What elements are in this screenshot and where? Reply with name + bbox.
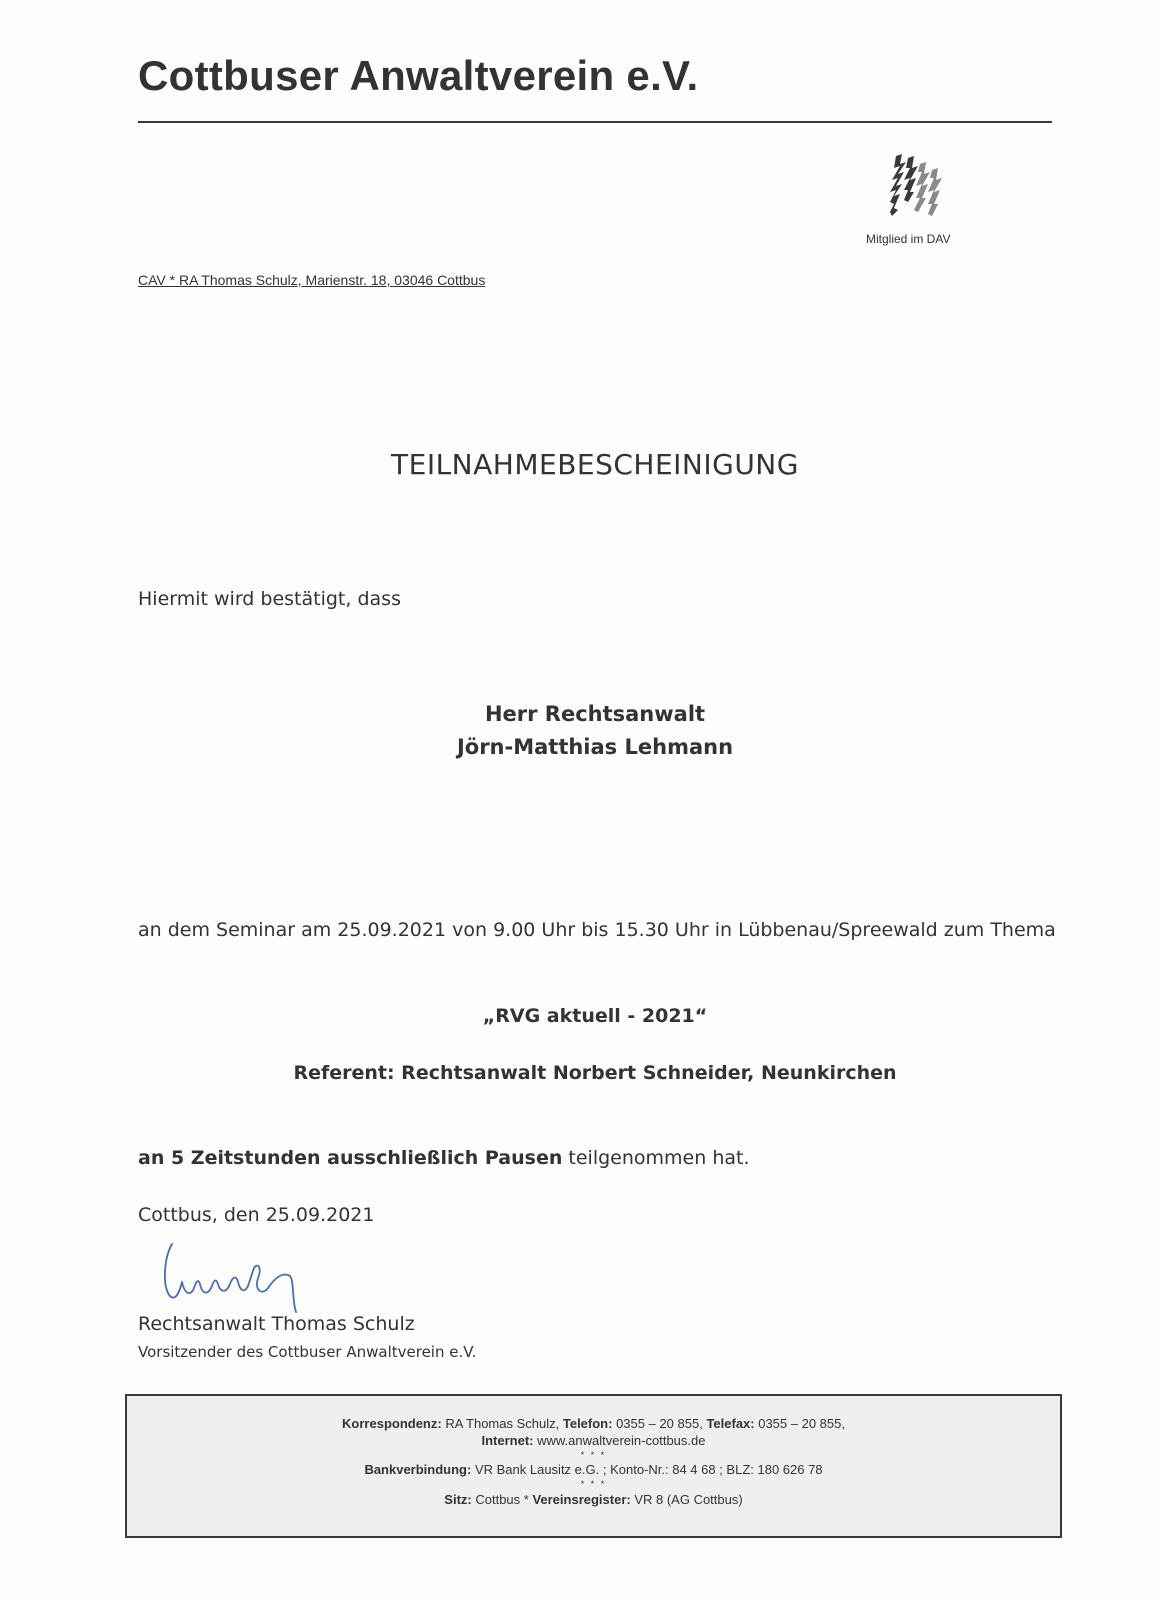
organization-name: Cottbuser Anwaltverein e.V. <box>138 52 699 99</box>
footer-internet <box>127 1433 1060 1448</box>
attendance-rest: teilgenommen hat. <box>562 1147 750 1169</box>
phone-label: Telefon: <box>562 1416 613 1431</box>
correspondence-value: RA Thomas Schulz, <box>441 1416 563 1431</box>
dav-membership-caption: Mitglied im DAV <box>866 232 951 246</box>
seat-label: Sitz: <box>444 1492 472 1507</box>
intro-text: Hiermit wird bestätigt, dass <box>138 588 401 610</box>
footer-bank <box>127 1462 1060 1477</box>
correspondence-label: Korrespondenz: <box>342 1416 442 1431</box>
fax-label: Telefax: <box>706 1416 755 1431</box>
attendance-statement <box>138 1147 750 1169</box>
seminar-topic: „RVG aktuell - 2021“ <box>482 1005 708 1027</box>
handwritten-signature <box>158 1238 318 1313</box>
fax-value: 0355 – 20 855, <box>754 1416 845 1431</box>
recipient-title: Herr Rechtsanwalt <box>484 702 706 726</box>
seminar-speaker: Referent: Rechtsanwalt Norbert Schneider, Neunkirchen <box>293 1062 897 1084</box>
place-and-date: Cottbus, den 25.09.2021 <box>138 1204 375 1226</box>
attendance-hours: an 5 Zeitstunden ausschließlich Pausen <box>138 1147 563 1169</box>
registry-value: VR 8 (AG Cottbus) <box>630 1492 743 1507</box>
signer-name: Rechtsanwalt Thomas Schulz <box>138 1313 415 1335</box>
internet-label: Internet: <box>481 1433 534 1448</box>
footer-registry <box>127 1492 1060 1507</box>
sender-address-line: CAV * RA Thomas Schulz, Marienstr. 18, 03046 Cottbus <box>138 272 486 288</box>
footer-separator-2: * * * <box>580 1479 607 1489</box>
internet-value: www.anwaltverein-cottbus.de <box>533 1433 706 1448</box>
footer-correspondence <box>127 1416 1060 1431</box>
footer-separator: * * * <box>580 1450 607 1460</box>
seat-value: Cottbus * <box>471 1492 533 1507</box>
dav-logo-icon <box>888 150 948 222</box>
bank-label: Bankverbindung: <box>364 1462 472 1477</box>
registry-label: Vereinsregister: <box>532 1492 631 1507</box>
bank-value: VR Bank Lausitz e.G. ; Konto-Nr.: 84 4 68 ; BLZ: 180 626 78 <box>471 1462 823 1477</box>
footer-contact-box <box>125 1394 1062 1538</box>
signer-role: Vorsitzender des Cottbuser Anwaltverein e.V. <box>138 1343 477 1361</box>
recipient-name: Jörn-Matthias Lehmann <box>456 735 734 759</box>
header-divider <box>138 121 1052 123</box>
phone-value: 0355 – 20 855, <box>612 1416 707 1431</box>
document-title: TEILNAHMEBESCHEINIGUNG <box>391 448 799 481</box>
seminar-details: an dem Seminar am 25.09.2021 von 9.00 Uhr bis 15.30 Uhr in Lübbenau/Spreewald zum Thema <box>138 919 1056 941</box>
